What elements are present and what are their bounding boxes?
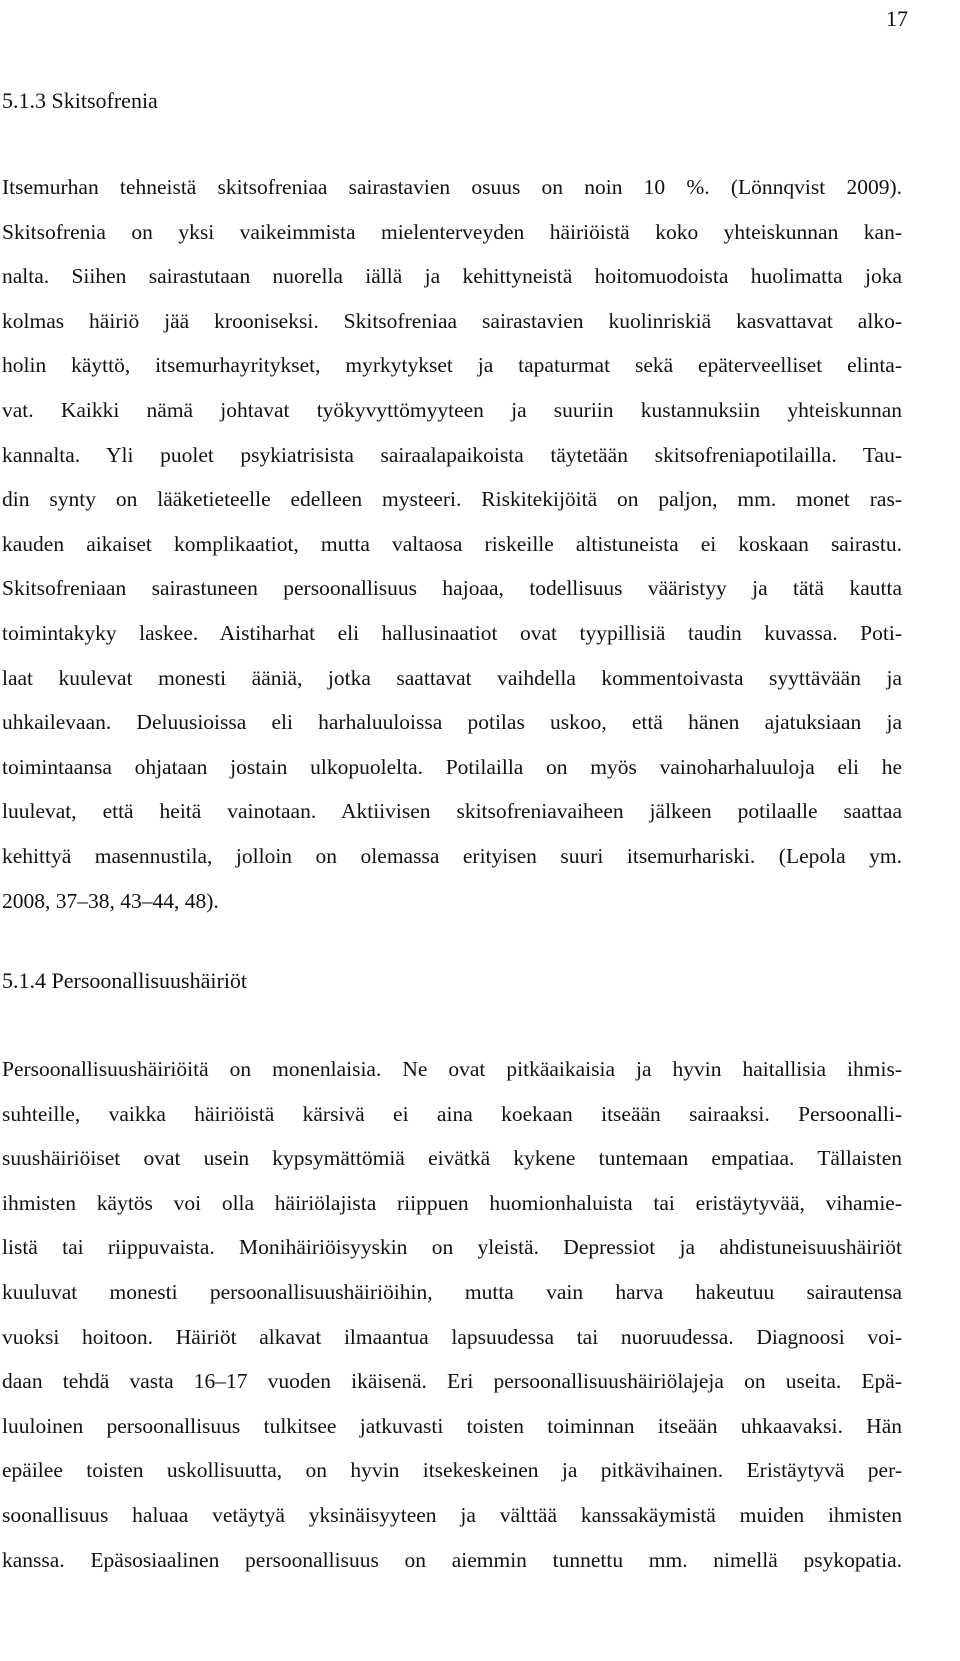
- text-line: Skitsofrenia on yksi vaikeimmista mielenterveyden häiriöistä koko yhteiskunnan kan-: [2, 219, 902, 244]
- text-line: kannalta. Yli puolet psykiatrisista sairaalapaikoista täytetään skitsofreniapotilailla. Tau-: [2, 442, 902, 467]
- text-line: Skitsofreniaan sairastuneen persoonallisuus hajoaa, todellisuus vääristyy ja tätä kautta: [2, 576, 902, 601]
- text-line: luuloinen persoonallisuus tulkitsee jatkuvasti toisten toiminnan itseään uhkaavaksi. Hän: [2, 1413, 902, 1438]
- text-line: laat kuulevat monesti ääniä, jotka saattavat vaihdella kommentoivasta syyttävään ja: [2, 665, 902, 690]
- text-line: daan tehdä vasta 16–17 vuoden ikäisenä. Eri persoonallisuushäiriölajeja on useita. Epä-: [2, 1369, 902, 1394]
- text-line: suhteille, vaikka häiriöistä kärsivä ei aina koekaan itseään sairaaksi. Persoonalli-: [2, 1101, 902, 1126]
- text-line: kauden aikaiset komplikaatiot, mutta valtaosa riskeille altistuneista ei koskaan sairastu.: [2, 531, 902, 556]
- text-line: vuoksi hoitoon. Häiriöt alkavat ilmaantua lapsuudessa tai nuoruudessa. Diagnoosi voi-: [2, 1324, 902, 1349]
- section-heading-persoonallisuushairiot: 5.1.4 Persoonallisuushäiriöt: [2, 968, 248, 993]
- section-heading-skitsofrenia: 5.1.3 Skitsofrenia: [2, 88, 158, 113]
- text-line: soonallisuus haluaa vetäytyä yksinäisyyteen ja välttää kanssakäymistä muiden ihmisten: [2, 1502, 902, 1527]
- text-line: luulevat, että heitä vainotaan. Aktiivisen skitsofreniavaiheen jälkeen potilaalle saattaa: [2, 799, 902, 824]
- text-line: kuuluvat monesti persoonallisuushäiriöihin, mutta vain harva hakeutuu sairautensa: [2, 1279, 902, 1304]
- paragraph-skitsofrenia: [2, 165, 902, 923]
- text-line: Itsemurhan tehneistä skitsofreniaa sairastavien osuus on noin 10 %. (Lönnqvist 2009).: [2, 175, 902, 199]
- text-line: toimintaansa ohjataan jostain ulkopuolelta. Potilailla on myös vainoharhaluuloja eli he: [2, 754, 902, 779]
- text-line: uhkailevaan. Deluusioissa eli harhaluuloissa potilas uskoo, että hänen ajatuksiaan ja: [2, 710, 902, 735]
- page-number: 17: [886, 6, 908, 31]
- text-line: kanssa. Epäsosiaalinen persoonallisuus on aiemmin tunnettu mm. nimellä psykopatia.: [2, 1547, 902, 1572]
- text-line: nalta. Siihen sairastutaan nuorella iällä ja kehittyneistä hoitomuodoista huolimatta joka: [2, 264, 902, 289]
- paragraph-persoonallisuushairiot: [2, 1047, 902, 1582]
- text-line: 2008, 37–38, 43–44, 48).: [2, 888, 219, 913]
- text-line: din synty on lääketieteelle edelleen mysteeri. Riskitekijöitä on paljon, mm. monet ras-: [2, 487, 902, 512]
- text-line: kolmas häiriö jää krooniseksi. Skitsofreniaa sairastavien kuolinriskiä kasvattavat alko-: [2, 308, 902, 333]
- text-line: epäilee toisten uskollisuutta, on hyvin itsekeskeinen ja pitkävihainen. Eristäytyvä per-: [2, 1458, 902, 1483]
- text-line: kehittyä masennustila, jolloin on olemassa erityisen suuri itsemurhariski. (Lepola ym.: [2, 843, 902, 868]
- text-line: vat. Kaikki nämä johtavat työkyvyttömyyteen ja suuriin kustannuksiin yhteiskunnan: [2, 397, 902, 422]
- text-line: suushäiriöiset ovat usein kypsymättömiä eivätkä kykene tuntemaan empatiaa. Tällaisten: [2, 1146, 902, 1171]
- text-line: listä tai riippuvaista. Monihäiriöisyyskin on yleistä. Depressiot ja ahdistuneisuushäiriöt: [2, 1235, 902, 1260]
- text-line: ihmisten käytös voi olla häiriölajista riippuen huomionhaluista tai eristäytyvää, vihamie-: [2, 1190, 902, 1215]
- text-line: Persoonallisuushäiriöitä on monenlaisia. Ne ovat pitkäaikaisia ja hyvin haitallisia ihmis-: [2, 1057, 902, 1081]
- text-line: holin käyttö, itsemurhayritykset, myrkytykset ja tapaturmat sekä epäterveelliset elinta-: [2, 353, 902, 378]
- text-line: toimintakyky laskee. Aistiharhat eli hallusinaatiot ovat tyypillisiä taudin kuvassa. Poti-: [2, 620, 902, 645]
